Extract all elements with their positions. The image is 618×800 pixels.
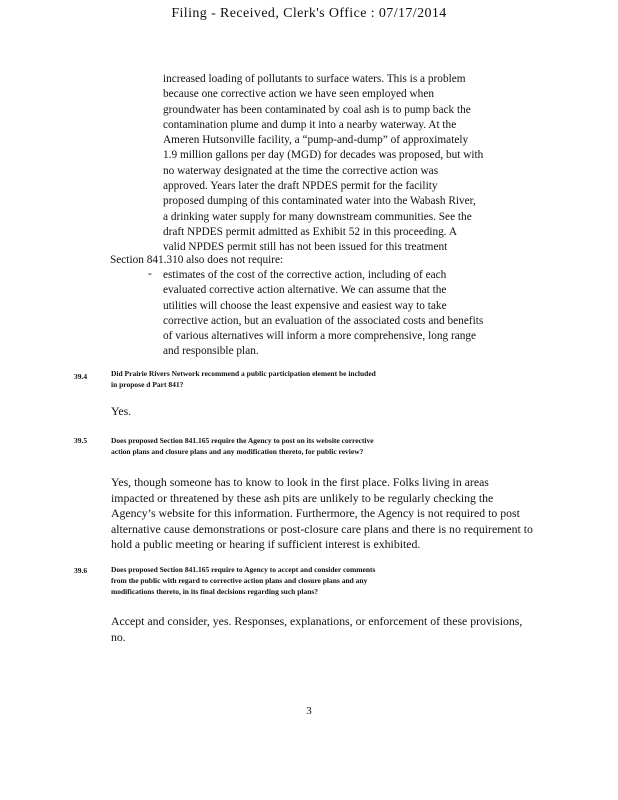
question-line: Does proposed Section 841.165 require to Agency to accept and consider comments [111, 565, 376, 574]
question-line: modifications thereto, in its final decisions regarding such plans? [111, 587, 319, 596]
bullet-line: and responsible plan. [163, 345, 259, 358]
answer-text [111, 614, 522, 645]
paragraph-line: contamination plume and dump it into a nearby waterway. At the [163, 118, 457, 131]
bullet-line: of various alternatives will inform a more comprehensive, long range [163, 330, 477, 343]
continuation-paragraph [163, 72, 483, 256]
answer-line: Accept and consider, yes. Responses, explanations, or enforcement of these provisions, [111, 614, 523, 628]
answer-line: Agency’s website for this information. Furthermore, the Agency is not required to post [111, 506, 520, 521]
paragraph-line: valid NPDES permit still has not been issued for this treatment [163, 241, 448, 254]
answer-line: Yes. [111, 404, 132, 418]
answer-text [111, 404, 131, 420]
paragraph-line: 1.9 million gallons per day (MGD) for decades was proposed, but with [163, 149, 484, 162]
paragraph-line: approved. Years later the draft NPDES permit for the facility [163, 180, 438, 193]
question-line: in propose d Part 841? [111, 380, 184, 389]
question-line: Does proposed Section 841.165 require the Agency to post on its website corrective [111, 436, 374, 445]
question-line: from the public with regard to corrective action plans and closure plans and any [111, 576, 368, 585]
question-number: 39.4 [74, 372, 88, 381]
paragraph-line: a drinking water supply for many downstream communities. See the [163, 210, 472, 223]
paragraph-line: because one corrective action we have seen employed when [163, 88, 434, 101]
bullet-item [163, 268, 483, 360]
paragraph-line: no waterway designated at the time the corrective action was [163, 164, 439, 177]
answer-line: no. [111, 629, 126, 644]
paragraph-line: draft NPDES permit admitted as Exhibit 52 in this proceeding. A [163, 225, 457, 238]
bullet-line: evaluated corrective action alternative. We can assume that the [163, 284, 447, 297]
question-number: 39.6 [74, 566, 88, 575]
paragraph-line: Ameren Hutsonville facility, a “pump-and-dump” of approximately [163, 134, 469, 147]
answer-line: alternative cause demonstrations or post-closure care plans and there is no requirement to [111, 521, 533, 536]
answer-line: Yes, though someone has to know to look in the first place. Folks living in areas [111, 475, 489, 489]
bullet-line: corrective action, but an evaluation of the associated costs and benefits [163, 314, 484, 327]
bullet-line: estimates of the cost of the corrective action, including of each [163, 269, 447, 281]
question-line: action plans and closure plans and any modification thereto, for public review? [111, 447, 364, 456]
section-intro: Section 841.310 also does not require: [110, 254, 284, 266]
paragraph-line: proposed dumping of this contaminated water into the Wabash River, [163, 195, 476, 208]
page-number: 3 [306, 705, 312, 717]
question-line: Did Prairie Rivers Network recommend a public participation element be included [111, 369, 376, 378]
question-number: 39.5 [74, 436, 88, 445]
answer-line: hold a public meeting or hearing if sufficient interest is exhibited. [111, 537, 421, 552]
question-text [111, 368, 376, 390]
paragraph-line: increased loading of pollutants to surface waters. This is a problem [163, 73, 466, 85]
question-text [111, 564, 375, 597]
filing-header: Filing - Received, Clerk's Office : 07/17/2014 [171, 6, 447, 21]
bullet-dash: - [148, 268, 152, 280]
question-text [111, 435, 374, 457]
bullet-line: utilities will choose the least expensive and easiest way to take [163, 299, 447, 312]
paragraph-line: groundwater has been contaminated by coal ash is to pump back the [163, 103, 471, 116]
answer-line: impacted or threatened by these ash pits are unlikely to be regularly checking the [111, 490, 494, 505]
answer-text [111, 475, 533, 553]
